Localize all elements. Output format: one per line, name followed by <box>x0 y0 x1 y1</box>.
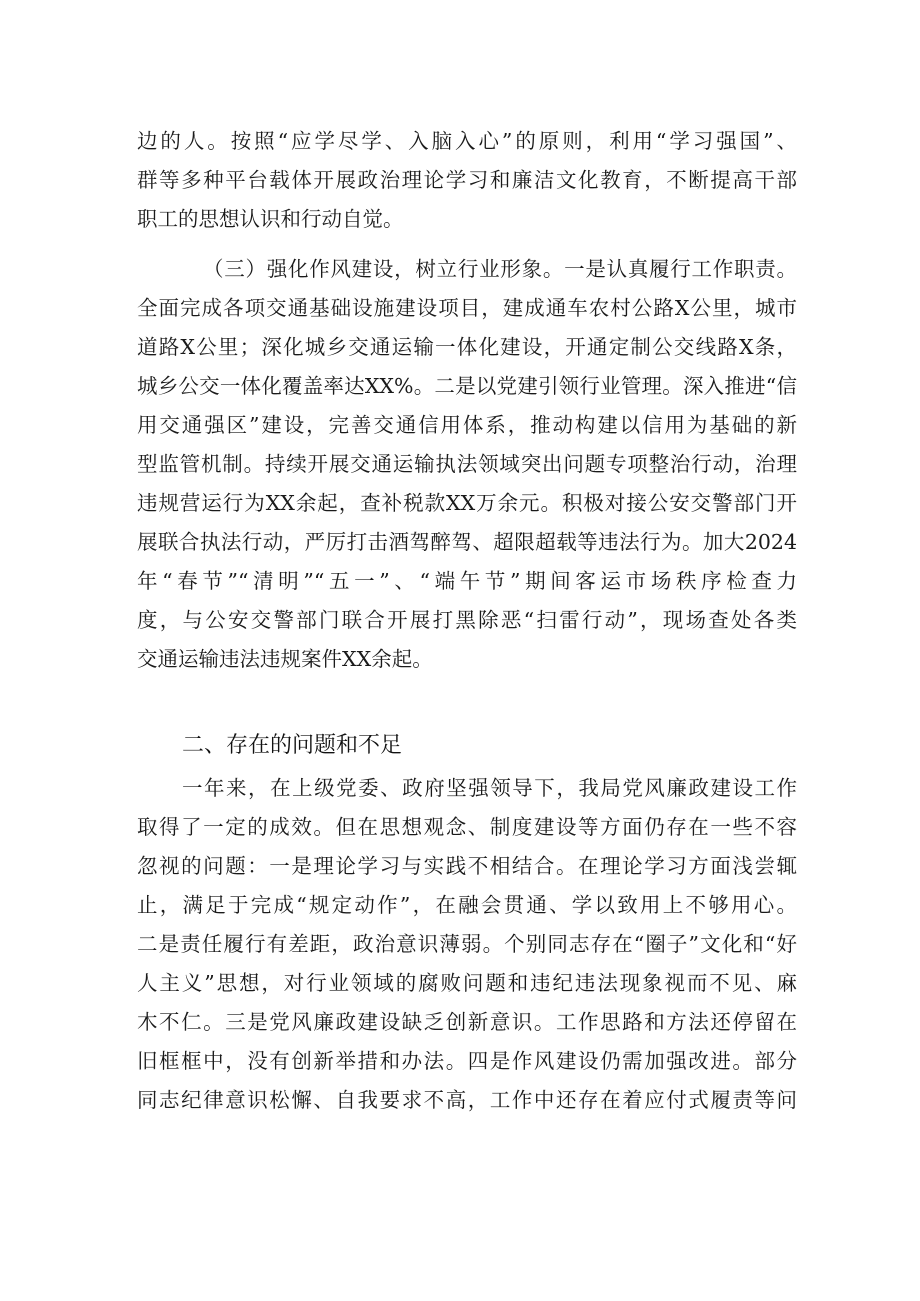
paragraph-line: 旧框框中，没有创新举措和办法。四是作风建设仍需加强改进。部分 <box>137 1049 797 1073</box>
paragraph-line: 同志纪律意识松懈、自我要求不高，工作中还存在着应付式履责等问 <box>137 1088 797 1112</box>
paragraph-line: 木不仁。三是党风廉政建设缺乏创新意识。工作思路和方法还停留在 <box>137 1010 797 1034</box>
paragraph-line: 度，与公安交警部门联合开展打黑除恶“扫雷行动”，现场查处各类 <box>137 608 797 632</box>
paragraph-line: 城乡公交一体化覆盖率达XX%。二是以党建引领行业管理。深入推进“信 <box>137 374 797 398</box>
paragraph-line: 年“春节”“清明”“五一”、“端午节”期间客运市场秩序检查力 <box>137 569 797 593</box>
paragraph-line: 忽视的问题：一是理论学习与实践不相结合。在理论学习方面浅尝辄 <box>137 854 797 878</box>
paragraph-line: 职工的思想认识和行动自觉。 <box>137 207 404 231</box>
paragraph-line: （三）强化作风建设，树立行业形象。一是认真履行工作职责。 <box>203 257 797 281</box>
paragraph-line: 二是责任履行有差距，政治意识薄弱。个别同志存在“圈子”文化和“好 <box>137 932 797 956</box>
paragraph-line: 型监管机制。持续开展交通运输执法领域突出问题专项整治行动，治理 <box>137 452 797 476</box>
paragraph-section-three <box>137 250 797 679</box>
paragraph-line: 违规营运行为XX余起，查补税款XX万余元。积极对接公安交警部门开 <box>137 491 797 515</box>
paragraph-problems <box>137 769 797 1120</box>
paragraph-line: 群等多种平台载体开展政治理论学习和廉洁文化教育，不断提高干部 <box>137 168 797 192</box>
paragraph-line: 止，满足于完成“规定动作”，在融会贯通、学以致用上不够用心。 <box>137 893 797 917</box>
paragraph-continuation <box>137 122 797 239</box>
paragraph-line: 全面完成各项交通基础设施建设项目，建成通车农村公路X公里，城市 <box>137 296 797 320</box>
paragraph-line: 边的人。按照“应学尽学、入脑入心”的原则，利用“学习强国”、 <box>137 129 797 153</box>
paragraph-line: 人主义”思想，对行业领域的腐败问题和违纪违法现象视而不见、麻 <box>137 971 797 995</box>
paragraph-line: 用交通强区”建设，完善交通信用体系，推动构建以信用为基础的新 <box>137 413 797 437</box>
paragraph-line: 道路X公里；深化城乡交通运输一体化建设，开通定制公交线路X条， <box>137 335 797 359</box>
paragraph-line: 一年来，在上级党委、政府坚强领导下，我局党风廉政建设工作 <box>182 776 797 800</box>
section-heading: 二、存在的问题和不足 <box>182 733 403 758</box>
paragraph-line: 展联合执法行动，严厉打击酒驾醉驾、超限超载等违法行为。加大2024 <box>137 530 797 554</box>
paragraph-line: 取得了一定的成效。但在思想观念、制度建设等方面仍存在一些不容 <box>137 815 797 839</box>
paragraph-line: 交通运输违法违规案件XX余起。 <box>137 647 433 671</box>
